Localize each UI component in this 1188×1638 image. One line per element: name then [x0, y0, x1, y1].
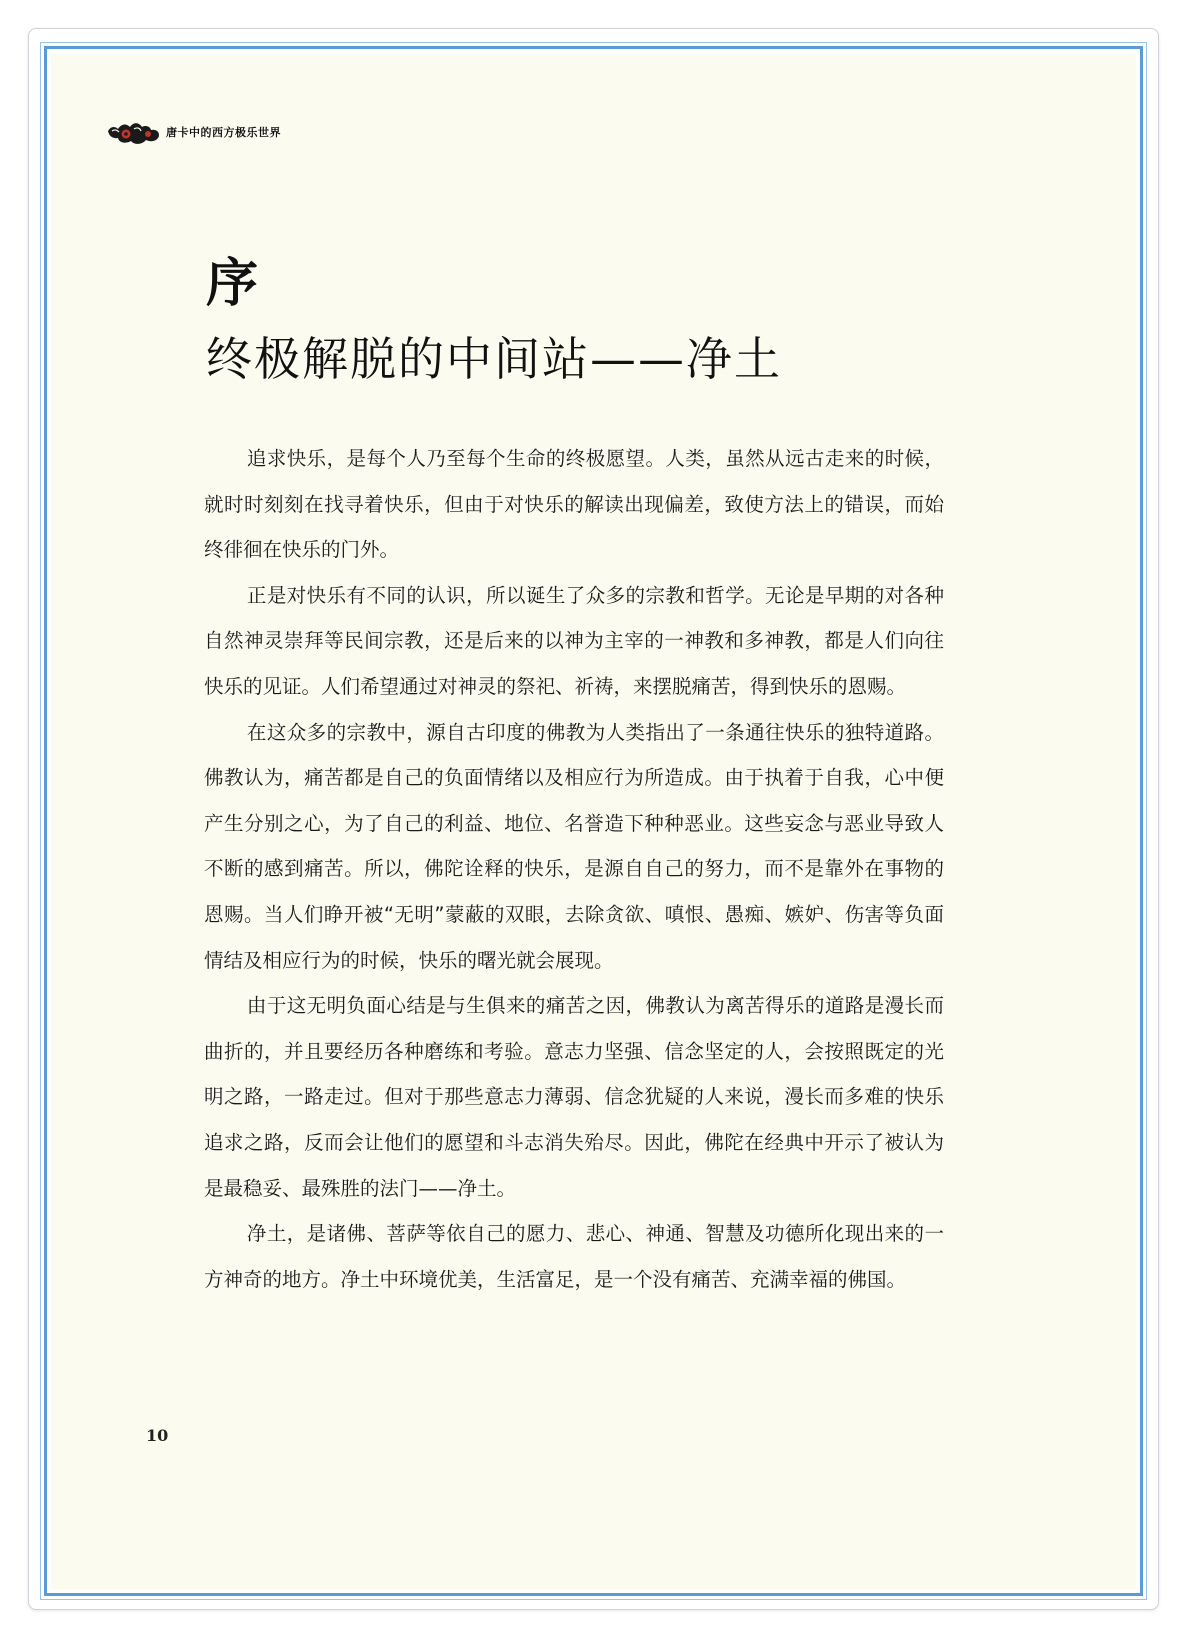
chapter-title: 终极解脱的中间站——净土 — [206, 332, 782, 386]
running-title: 唐卡中的西方极乐世界 — [166, 126, 281, 139]
running-header — [106, 117, 281, 147]
page-number: 10 — [146, 1426, 169, 1445]
paragraph: 追求快乐，是每个人乃至每个生命的终极愿望。人类，虽然从远古走来的时候，就时时刻刻在找寻着快乐，但由于对快乐的解读出现偏差，致使方法上的错误，而始终徘徊在快乐的门外。 — [204, 447, 944, 562]
chapter-heading — [206, 253, 782, 389]
paragraph: 由于这无明负面心结是与生俱来的痛苦之因，佛教认为离苦得乐的道路是漫长而曲折的，并且要经历各种磨练和考验。意志力坚强、信念坚定的人，会按照既定的光明之路，一路走过。但对于那些意志力薄弱、信念犹疑的人来说，漫长而多难的快乐追求之路，反而会让他们的愿望和斗志消失殆尽。因此，佛陀在经典中开示了被认为是最稳妥、最殊胜的法门——净土。 — [204, 994, 944, 1200]
cloud-ornament-icon — [106, 117, 164, 147]
paragraph: 在这众多的宗教中，源自古印度的佛教为人类指出了一条通往快乐的独特道路。佛教认为，痛苦都是自己的负面情绪以及相应行为所造成。由于执着于自我，心中便产生分别之心，为了自己的利益、地位、名誉造下种种恶业。这些妄念与恶业导致人不断的感到痛苦。所以，佛陀诠释的快乐，是源自自己的努力，而不是靠外在事物的恩赐。当人们睁开被“无明”蒙蔽的双眼，去除贪欲、嗔恨、愚痴、嫉妒、伤害等负面情结及相应行为的时候，快乐的曙光就会展现。 — [204, 720, 944, 972]
paragraph: 正是对快乐有不同的认识，所以诞生了众多的宗教和哲学。无论是早期的对各种自然神灵崇拜等民间宗教，还是后来的以神为主宰的一神教和多神教，都是人们向往快乐的见证。人们希望通过对神灵的祭祀、祈祷，来摆脱痛苦，得到快乐的恩赐。 — [204, 583, 944, 698]
book-page — [51, 53, 1136, 1589]
body-text — [204, 436, 944, 1302]
chapter-label: 序 — [206, 254, 259, 314]
paragraph: 净土，是诸佛、菩萨等依自己的愿力、悲心、神通、智慧及功德所化现出来的一方神奇的地方。净土中环境优美，生活富足，是一个没有痛苦、充满幸福的佛国。 — [204, 1222, 944, 1291]
